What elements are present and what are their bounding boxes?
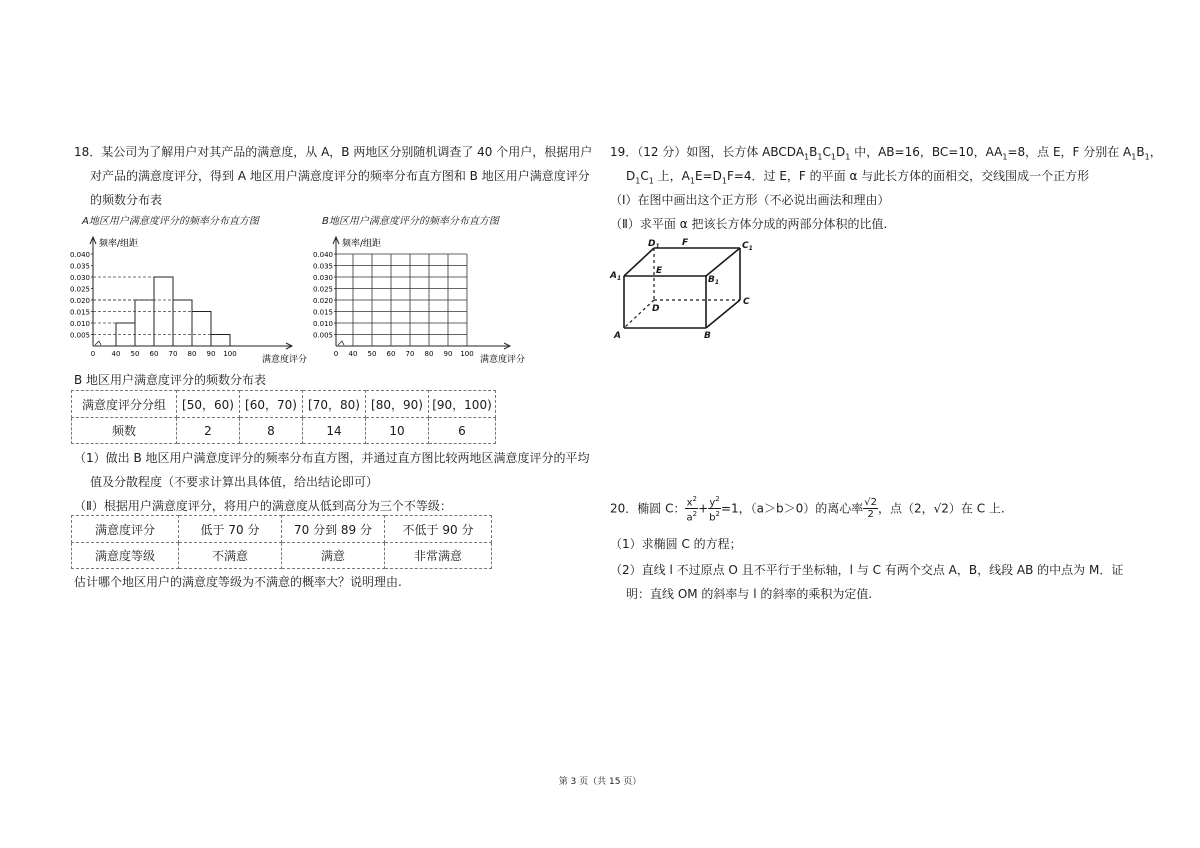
y-tick-label: 0.025 xyxy=(69,285,90,294)
label-c1: $C_1$ xyxy=(742,241,753,252)
fraction-y2-b2: $\frac{y^2}{b^2}$ xyxy=(709,495,720,524)
q20-part1: （1）求椭圆 C 的方程； xyxy=(610,537,742,551)
edge-c-b xyxy=(706,300,740,328)
cuboid-figure xyxy=(606,236,766,346)
table2-cell: 不低于 90 分 xyxy=(385,516,492,543)
x-tick-label: 80 xyxy=(424,350,434,358)
fraction-sqrt2-2: $\frac{√2}{2}$ xyxy=(864,497,877,521)
y-tick-label: 0.020 xyxy=(312,297,333,305)
y-tick-label: 0.015 xyxy=(312,308,333,317)
x-axis-label: 满意度评分 xyxy=(480,355,526,365)
y-tick-label: 0.005 xyxy=(312,331,333,340)
q18-final-line: 估计哪个地区用户的满意度等级为不满意的概率大？说明理由. xyxy=(74,575,402,589)
table1-header-cell: [70，80) xyxy=(303,391,366,418)
histogram-bar xyxy=(135,300,154,346)
table1-header-cell: [60，70) xyxy=(240,391,303,418)
q18-line1: 18．某公司为了解用户对其产品的满意度，从 A，B 两地区分别随机调查了 40 个用户，根据用户 xyxy=(74,145,593,159)
x-tick-label: 60 xyxy=(386,350,396,358)
q19-part2: （Ⅱ）求平面 α 把该长方体分成的两部分体积的比值. xyxy=(610,217,888,231)
y-tick-label: 0.005 xyxy=(69,331,90,340)
label-d: D xyxy=(652,304,660,314)
x-tick-label: 60 xyxy=(149,350,159,358)
label-b: B xyxy=(704,331,711,341)
chart-a-title: A地区用户满意度评分的频率分布直方图 xyxy=(82,216,259,227)
x-tick-label: 90 xyxy=(443,350,453,358)
q18-part2-line: （Ⅱ）根据用户满意度评分，将用户的满意度从低到高分为三个不等级： xyxy=(74,499,452,513)
table2-cell: 满意 xyxy=(282,543,385,569)
q19-part1: （Ⅰ）在图中画出这个正方形（不必说出画法和理由） xyxy=(610,193,890,207)
label-a: A xyxy=(614,331,621,341)
label-c: C xyxy=(743,297,750,307)
q18-line2: 对产品的满意度评分，得到 A 地区用户满意度评分的频率分布直方图和 B 地区用户满意度评分 xyxy=(90,169,590,183)
x-tick-label: 80 xyxy=(187,350,197,358)
x-tick-label: 40 xyxy=(348,350,358,358)
table1-cell: 频数 xyxy=(72,418,177,444)
chart-b-title: B地区用户满意度评分的频率分布直方图 xyxy=(322,216,499,227)
histogram-a xyxy=(60,228,310,370)
edge-d-a-hidden xyxy=(624,300,654,328)
x-tick-label: 100 xyxy=(460,350,474,358)
label-a1: $A_1$ xyxy=(610,271,622,282)
x-tick-label: 70 xyxy=(168,350,178,358)
x-tick-label: 40 xyxy=(111,350,121,358)
q18-part1-line1: （1）做出 B 地区用户满意度评分的频率分布直方图，并通过直方图比较两地区满意度评分的平均 xyxy=(74,451,590,465)
axis-break xyxy=(95,341,101,345)
y-tick-label: 0.030 xyxy=(312,274,333,282)
q20-line1: 20．椭圆 C： $\frac{x^2}{a^2}$ + $\frac{y^2}{b^2}$ =1，（a＞b＞0）的离心率 $\frac{√2}{2}$ ，点（2，√2）在 C 上. xyxy=(610,495,1005,524)
q20-part2-line1: （2）直线 l 不过原点 O 且不平行于坐标轴，l 与 C 有两个交点 A，B，线段 AB 的中点为 M．证 xyxy=(610,563,1124,577)
y-tick-label: 0.025 xyxy=(312,285,333,294)
table1-cell: 6 xyxy=(429,418,496,444)
x-tick-label: 100 xyxy=(223,350,237,358)
x-tick-label: 0 xyxy=(333,350,339,358)
x-tick-label: 70 xyxy=(405,350,415,358)
table1-cell: 8 xyxy=(240,418,303,444)
label-e: E xyxy=(656,266,663,276)
q19-line1: 19．（12 分）如图，长方体 $ABCDA_1B_1C_1D_1$ 中，AB=16，BC=10，$AA_1=8$，点 E，F 分别在 $A_1B_1$， xyxy=(610,145,1162,162)
y-tick-label: 0.015 xyxy=(69,308,90,317)
q18-line3: 的频数分布表 xyxy=(90,193,163,207)
histogram-bar xyxy=(211,335,230,347)
label-b1: $B_1$ xyxy=(708,275,720,286)
satisfaction-level-table xyxy=(71,515,492,569)
histogram-bar xyxy=(173,300,192,346)
axis-break xyxy=(338,341,344,345)
histogram-bar xyxy=(192,312,211,347)
table2-cell: 非常满意 xyxy=(385,543,492,569)
table1-header-cell: [50，60) xyxy=(177,391,240,418)
table2-cell: 满意度评分 xyxy=(72,516,179,543)
y-tick-label: 0.010 xyxy=(69,320,90,328)
table1-header-cell: [90，100) xyxy=(429,391,496,418)
label-f: F xyxy=(682,238,689,248)
y-tick-label: 0.040 xyxy=(312,251,333,259)
x-tick-label: 0 xyxy=(90,350,96,358)
edge-a1-d1 xyxy=(624,248,654,276)
x-tick-label: 50 xyxy=(367,350,377,358)
x-tick-label: 50 xyxy=(130,350,140,358)
table2-cell: 低于 70 分 xyxy=(179,516,282,543)
table1-header-cell: 满意度评分分组 xyxy=(72,391,177,418)
q19-line2: $D_1C_1$ 上，$A_1E=D_1F=4$．过 E，F 的平面 α 与此长方体的面相交，交线围成一个正方形 xyxy=(626,169,1090,186)
table2-cell: 70 分到 89 分 xyxy=(282,516,385,543)
q18-part1-line2: 值及分散程度（不要求计算出具体值，给出结论即可） xyxy=(90,475,379,489)
y-axis-label: 频率/组距 xyxy=(342,239,382,249)
x-axis-label: 满意度评分 xyxy=(262,355,308,365)
table1-caption: B 地区用户满意度评分的频数分布表 xyxy=(74,373,267,387)
table1-cell: 10 xyxy=(366,418,429,444)
table2-cell: 不满意 xyxy=(179,543,282,569)
fraction-x2-a2: $\frac{x^2}{a^2}$ xyxy=(686,495,698,524)
y-tick-label: 0.035 xyxy=(69,262,90,271)
b-frequency-table xyxy=(71,390,496,444)
y-tick-label: 0.010 xyxy=(312,320,333,328)
y-tick-label: 0.030 xyxy=(69,274,90,282)
label-d1: $D_1$ xyxy=(648,239,660,250)
edge-c1-b1 xyxy=(706,248,740,276)
table1-cell: 14 xyxy=(303,418,366,444)
y-tick-label: 0.035 xyxy=(312,262,333,271)
table1-header-cell: [80，90) xyxy=(366,391,429,418)
table2-cell: 满意度等级 xyxy=(72,543,179,569)
table1-cell: 2 xyxy=(177,418,240,444)
page-footer: 第 3 页（共 15 页） xyxy=(558,777,642,787)
q20-part2-line2: 明：直线 OM 的斜率与 l 的斜率的乘积为定值. xyxy=(626,587,873,601)
y-axis-label: 频率/组距 xyxy=(99,239,139,249)
histogram-b xyxy=(298,228,538,370)
y-tick-label: 0.040 xyxy=(69,251,90,259)
y-tick-label: 0.020 xyxy=(69,297,90,305)
x-tick-label: 90 xyxy=(206,350,216,358)
